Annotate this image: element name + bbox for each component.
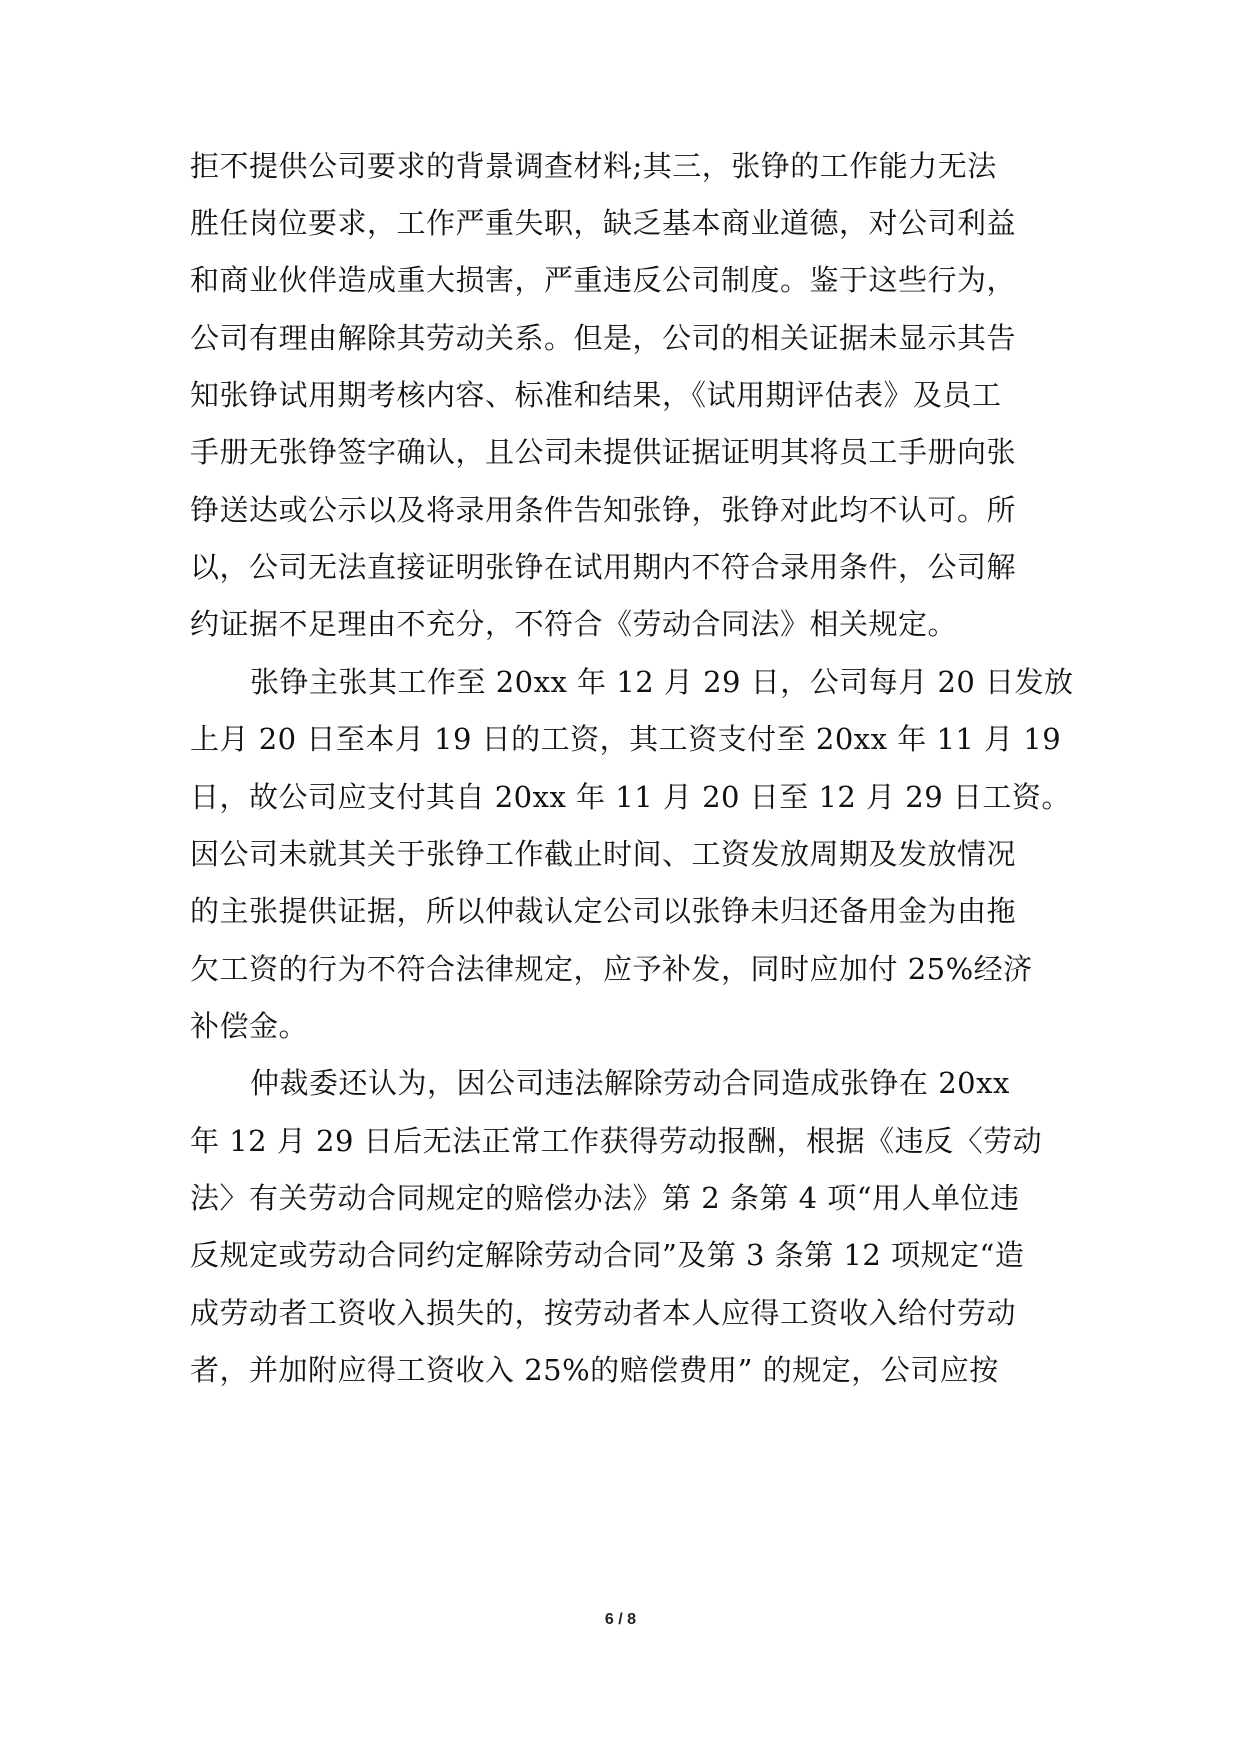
text-line: 拒不提供公司要求的背景调查材料;其三，张铮的工作能力无法 [190,149,997,183]
text-line: 手册无张铮签字确认，且公司未提供证据证明其将员工手册向张 [190,435,1017,469]
text-line: 年 12 月 29 日后无法正常工作获得劳动报酬，根据《违反〈劳动 [190,1124,1043,1158]
text-line: 仲裁委还认为，因公司违法解除劳动合同造成张铮在 20xx [250,1066,1010,1100]
text-line: 者，并加附应得工资收入 25%的赔偿费用” 的规定，公司应按 [190,1353,999,1387]
text-line: 成劳动者工资收入损失的，按劳动者本人应得工资收入给付劳动 [190,1296,1017,1330]
text-line: 欠工资的行为不符合法律规定，应予补发，同时应加付 25%经济 [190,952,1033,986]
text-line: 日，故公司应支付其自 20xx 年 11 月 20 日至 12 月 29 日工资。 [190,780,1071,814]
text-line: 胜任岗位要求，工作严重失职，缺乏基本商业道德，对公司利益 [190,206,1017,240]
text-line: 补偿金。 [190,1009,309,1043]
text-line: 张铮主张其工作至 20xx 年 12 月 29 日，公司每月 20 日发放 [250,665,1074,699]
text-line: 反规定或劳动合同约定解除劳动合同”及第 3 条第 12 项规定“造 [190,1238,1025,1272]
text-line: 公司有理由解除其劳动关系。但是，公司的相关证据未显示其告 [190,321,1017,355]
text-line: 知张铮试用期考核内容、标准和结果，《试用期评估表》及员工 [190,378,1002,412]
text-line: 以，公司无法直接证明张铮在试用期内不符合录用条件，公司解 [190,550,1017,584]
text-line: 法〉有关劳动合同规定的赔偿办法》第 2 条第 4 项“用人单位违 [190,1181,1020,1215]
page-number: 6 / 8 [604,1611,637,1628]
text-line: 约证据不足理由不充分，不符合《劳动合同法》相关规定。 [190,607,958,641]
text-line: 和商业伙伴造成重大损害，严重违反公司制度。鉴于这些行为， [190,263,1017,297]
text-line: 的主张提供证据，所以仲裁认定公司以张铮未归还备用金为由拖 [190,894,1017,928]
text-line: 因公司未就其关于张铮工作截止时间、工资发放周期及发放情况 [190,837,1017,871]
text-line: 上月 20 日至本月 19 日的工资，其工资支付至 20xx 年 11 月 19 [190,722,1062,756]
text-line: 铮送达或公示以及将录用条件告知张铮，张铮对此均不认可。所 [190,493,1017,527]
